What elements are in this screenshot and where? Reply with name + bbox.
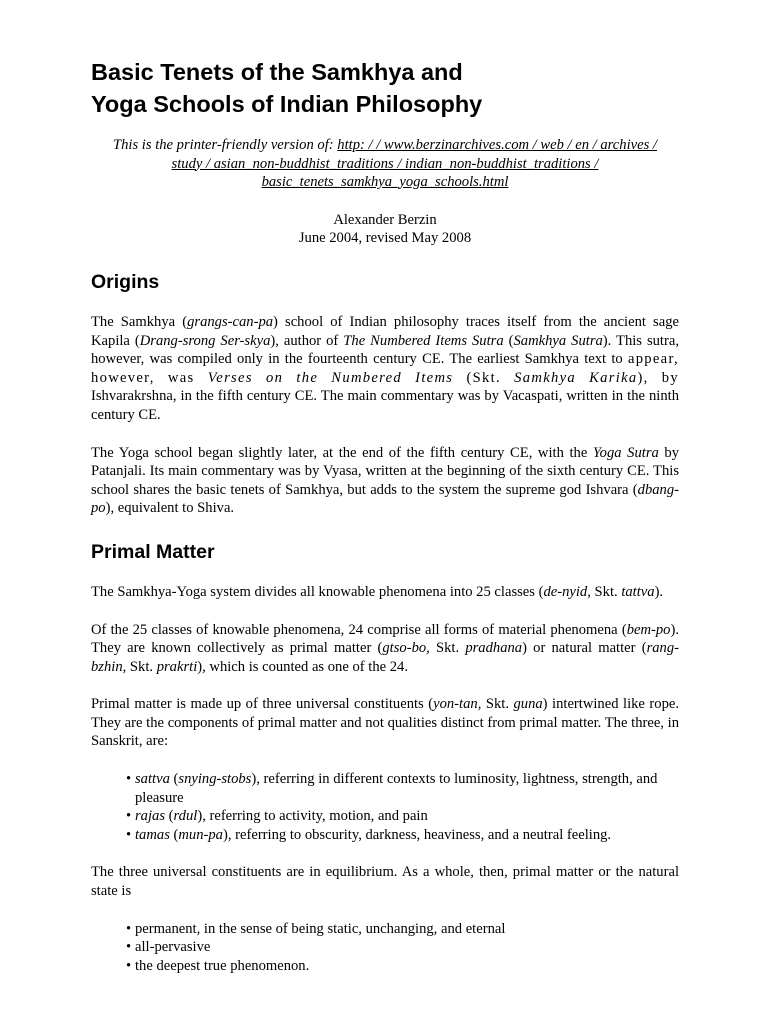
text-run: ), referring to obscurity, darkness, heaviness, and a neutral feeling.: [222, 826, 612, 843]
bullet-icon: •: [126, 939, 132, 956]
italic-title: Verses on the Numbered Items: [207, 369, 454, 386]
text-run: appear, however, was: [91, 351, 679, 386]
bullet-icon: •: [126, 826, 132, 843]
url-line-1: http: / / www.berzinarchives.com / web / en / archives /: [337, 137, 657, 153]
primal-paragraph-4: The three universal constituents are in equilibrium. As a whole, then, primal matter or the natural state is: [91, 864, 679, 900]
constituents-list: [91, 770, 679, 844]
bullet-icon: •: [126, 808, 132, 825]
italic-term: tattva: [621, 583, 655, 600]
title-line-2: Yoga Schools of Indian Philosophy: [91, 91, 483, 117]
text-run: Of the 25 classes of knowable phenomena, 24 comprise all forms of material phenomena (: [91, 621, 627, 638]
italic-term: prakrti: [156, 658, 198, 675]
italic-term: grangs-can-pa: [187, 313, 274, 330]
primal-paragraph-3: [91, 695, 679, 751]
text-run: all-pervasive: [135, 939, 211, 956]
italic-term: snying-stobs: [178, 771, 252, 788]
italic-term: rang-bzhin,: [91, 640, 679, 675]
italic-term: mun-pa: [178, 826, 223, 843]
origins-paragraph-2: [91, 444, 679, 518]
printer-note-prefix: This is the printer-friendly version of:: [113, 137, 338, 153]
italic-term: guna: [513, 696, 543, 713]
list-item: [126, 807, 679, 826]
bullet-icon: •: [126, 771, 132, 788]
italic-term: sattva: [135, 771, 170, 788]
text-run: The Yoga school began slightly later, at the end of the fifth century CE, with the: [91, 444, 593, 461]
text-run: (: [169, 826, 179, 843]
author-block: [91, 211, 679, 248]
text-run: ), referring in different contexts to luminosity, lightness, strength, and pleasure: [135, 771, 658, 806]
italic-term: yon-tan,: [433, 696, 482, 713]
text-run: Skt.: [590, 583, 622, 600]
document-title: [91, 56, 679, 120]
text-run: by Patanjali. Its main commentary was by Vyasa, written at the beginning of the sixth century CE. This school shares the basic tenets of Samkhya, but adds to the system the supreme god Ishvara (: [91, 444, 679, 498]
primal-paragraph-2: [91, 621, 679, 677]
text-run: the deepest true phenomenon.: [135, 957, 310, 974]
text-run: (: [165, 808, 174, 825]
italic-title: Samkhya Karika: [514, 369, 638, 386]
text-run: ). This sutra, however, was compiled only in the fourteenth century CE. The earliest Samkhya text to: [91, 332, 679, 368]
italic-term: rajas: [135, 808, 166, 825]
printer-friendly-note: [91, 136, 679, 192]
bullet-icon: •: [126, 957, 132, 974]
italic-term: dbang-po: [91, 481, 679, 517]
section-heading-origins: Origins: [91, 270, 160, 293]
italic-title: Samkhya Sutra: [513, 332, 603, 349]
italic-term: tamas: [135, 826, 170, 843]
list-item: [126, 938, 679, 957]
natural-state-list: [91, 920, 679, 976]
primal-paragraph-1: [91, 583, 679, 602]
list-item: [126, 957, 679, 976]
author-name: Alexander Berzin: [333, 211, 437, 228]
italic-term: rdul: [173, 808, 198, 825]
text-run: ) school of Indian philosophy traces itself from the ancient sage Kapila (: [91, 313, 679, 349]
text-run: ) or natural matter (: [522, 640, 647, 657]
text-run: ). They are known collectively as primal matter (: [91, 621, 679, 657]
text-run: ), referring to activity, motion, and pain: [197, 808, 428, 825]
text-run: Skt.: [126, 658, 157, 675]
text-run: Skt.: [481, 696, 514, 713]
origins-paragraph-1: [91, 313, 679, 425]
text-run: The Samkhya-Yoga system divides all knowable phenomena into 25 classes (: [91, 583, 544, 600]
italic-title: Yoga Sutra: [592, 444, 659, 461]
list-item: [126, 826, 679, 845]
text-run: ), by: [637, 369, 679, 386]
text-run: ), equivalent to Shiva.: [105, 500, 235, 517]
text-run: Primal matter is made up of three universal constituents (: [91, 696, 434, 713]
italic-term: pradhana: [465, 640, 523, 657]
text-run: ), author of: [270, 332, 344, 349]
italic-title: The Numbered Items Sutra: [343, 332, 504, 349]
url-line-2: study / asian_non-buddhist_traditions / indian_non-buddhist_traditions /: [171, 155, 599, 172]
title-line-1: Basic Tenets of the Samkhya and: [91, 59, 463, 85]
italic-term: Drang-srong Ser-skya: [139, 332, 271, 349]
italic-term: bem-po: [626, 621, 671, 638]
bullet-icon: •: [126, 920, 132, 937]
section-heading-primal-matter: Primal Matter: [91, 540, 215, 563]
list-item: [126, 920, 679, 939]
text-run: (: [169, 771, 179, 788]
italic-term: de-nyid,: [543, 583, 591, 600]
text-run: ) intertwined like rope. They are the components of primal matter and not qualities distinct from primal matter. The three, in Sanskrit, are:: [91, 696, 679, 750]
text-run: ), which is counted as one of the 24.: [197, 658, 408, 675]
publication-date: June 2004, revised May 2008: [298, 230, 472, 247]
document-page: [91, 56, 679, 975]
text-run: ).: [654, 583, 664, 600]
text-run: (Skt.: [453, 369, 515, 386]
list-item: [126, 770, 679, 807]
text-run: Skt.: [429, 640, 466, 657]
text-run: (: [503, 332, 514, 349]
url-line-3: basic_tenets_samkhya_yoga_schools.html: [261, 174, 509, 191]
text-run: Ishvarakrshna, in the fifth century CE. The main commentary was by Vacaspati, written in the ninth century CE.: [91, 388, 679, 423]
italic-term: gtso-bo,: [382, 640, 430, 657]
text-run: The Samkhya (: [91, 313, 188, 330]
text-run: permanent, in the sense of being static, unchanging, and eternal: [135, 920, 506, 937]
